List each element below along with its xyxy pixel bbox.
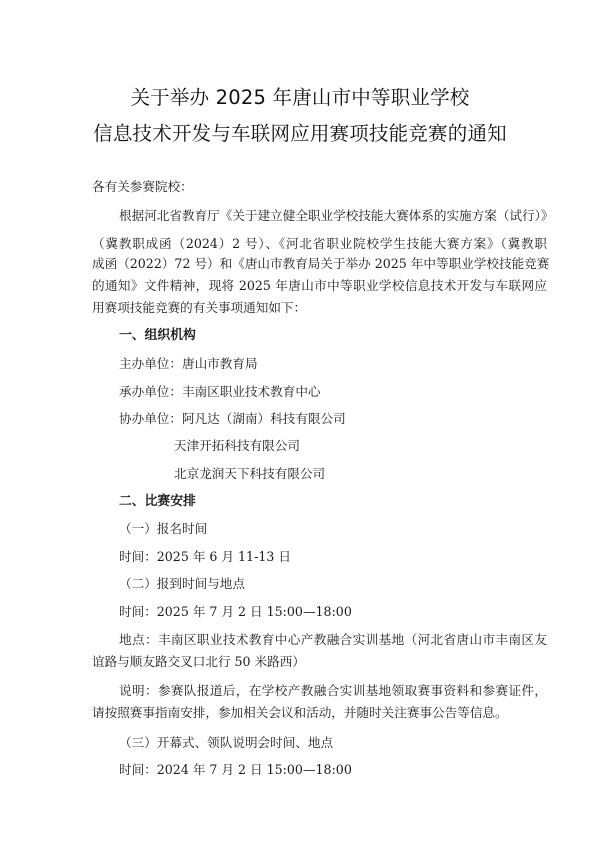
intro-line-3: 成函（2022）72 号）和《唐山市教育局关于举办 2025 年中等职业学校技能竞赛: [92, 256, 550, 271]
checkin-location-line-2: 谊路与顺友路交叉口北行 50 米路西）: [92, 654, 305, 669]
checkin-note-line-2: 请按照赛事指南安排，参加相关会议和活动，并随时关注赛事公告等信息。: [92, 705, 508, 720]
intro-line-4: 的通知》文件精神，现将 2025 年唐山市中等职业学校信息技术开发与车联网应: [92, 278, 547, 293]
intro-line-2: （冀教职成函（2024）2 号）、《河北省职业院校学生技能大赛方案》（冀教职: [92, 236, 547, 251]
checkin-note-line-1: 说明：参赛队报道后，在学校产教融合实训基地领取赛事资料和参赛证件，: [119, 683, 547, 698]
host-unit: 主办单位：唐山市教育局: [119, 356, 258, 371]
co-organizer-2: 天津开拓科技有限公司: [174, 438, 300, 453]
co-organizer-1: 协办单位：阿凡达（湖南）科技有限公司: [119, 411, 346, 426]
intro-line-5: 用赛项技能竞赛的有关事项通知如下：: [92, 300, 307, 315]
organizer-unit: 承办单位：丰南区职业技术教育中心: [119, 384, 321, 399]
document-title-line-1: 关于举办 2025 年唐山市中等职业学校: [130, 86, 470, 109]
subsection-opening-ceremony: （三）开幕式、领队说明会时间、地点: [119, 735, 334, 750]
co-organizer-3: 北京龙润天下科技有限公司: [174, 466, 326, 481]
document-title-line-2: 信息技术开发与车联网应用赛项技能竞赛的通知: [93, 122, 507, 145]
subsection-registration-time: （一）报名时间: [119, 521, 208, 536]
registration-time-value: 时间：2025 年 6 月 11-13 日: [119, 549, 291, 564]
section-heading-schedule: 二、比赛安排: [119, 494, 196, 509]
subsection-checkin: （二）报到时间与地点: [119, 576, 245, 591]
intro-line-1: 根据河北省教育厅《关于建立健全职业学校技能大赛体系的实施方案（试行）》: [119, 208, 554, 223]
checkin-location-line-1: 地点：丰南区职业技术教育中心产教融合实训基地（河北省唐山市丰南区友: [119, 632, 547, 647]
section-heading-organization: 一、组织机构: [119, 328, 196, 343]
opening-ceremony-time-value: 时间：2024 年 7 月 2 日 15:00—18:00: [119, 762, 352, 777]
checkin-time-value: 时间：2025 年 7 月 2 日 15:00—18:00: [119, 604, 352, 619]
salutation: 各有关参赛院校：: [92, 179, 193, 194]
